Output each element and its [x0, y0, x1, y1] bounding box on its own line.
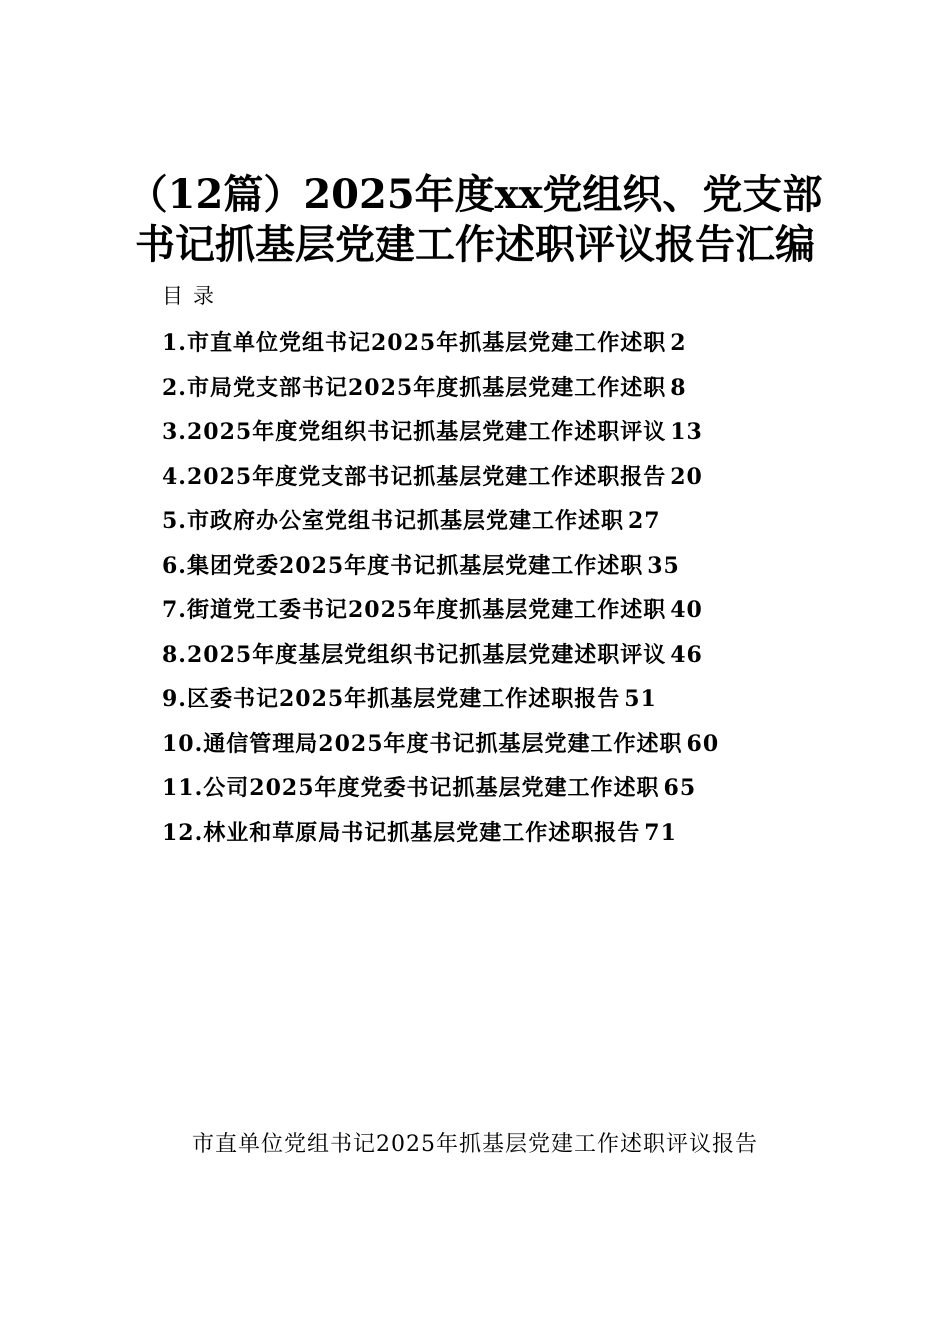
table-of-contents: [162, 321, 719, 855]
toc-page-number: 46: [670, 641, 703, 668]
document-title-line-1: （12篇）2025年度xx党组织、党支部: [127, 171, 823, 218]
toc-page-number: 13: [670, 419, 703, 445]
toc-page-number: 40: [670, 597, 703, 623]
toc-heading: 目录: [162, 284, 224, 308]
toc-item[interactable]: [162, 811, 719, 856]
toc-item[interactable]: [162, 455, 719, 500]
toc-item[interactable]: [162, 366, 719, 411]
toc-page-number: 20: [670, 463, 703, 490]
toc-page-number: 65: [663, 775, 697, 801]
toc-item[interactable]: [162, 544, 719, 589]
toc-page-number: 35: [647, 552, 680, 579]
toc-item-text: 2.市局党支部书记2025年度抓基层党建工作述职: [162, 374, 667, 401]
toc-page-number: 8: [670, 374, 687, 401]
toc-item-text: 4.2025年度党支部书记抓基层党建工作述职报告: [162, 463, 667, 490]
toc-item-text: 11.公司2025年度党委书记抓基层党建工作述职: [162, 775, 660, 801]
toc-item-text: 7.街道党工委书记2025年度抓基层党建工作述职: [162, 597, 667, 623]
toc-page-number: 27: [627, 508, 661, 534]
toc-page-number: 71: [644, 819, 677, 846]
toc-item[interactable]: [162, 321, 719, 366]
toc-item[interactable]: [162, 677, 719, 722]
toc-item-text: 6.集团党委2025年度书记抓基层党建工作述职: [162, 552, 644, 579]
document-title-line-2: 书记抓基层党建工作述职评议报告汇编: [135, 221, 815, 268]
toc-item-text: 9.区委书记2025年抓基层党建工作述职报告: [162, 686, 621, 712]
toc-item-text: 1.市直单位党组书记2025年抓基层党建工作述职: [162, 330, 667, 356]
toc-item[interactable]: [162, 722, 719, 767]
toc-item-text: 10.通信管理局2025年度书记抓基层党建工作述职: [162, 730, 683, 757]
section-title: 市直单位党组书记2025年抓基层党建工作述职评议报告: [192, 1132, 758, 1157]
toc-item-text: 3.2025年度党组织书记抓基层党建工作述职评议: [162, 419, 667, 445]
toc-item[interactable]: [162, 410, 719, 455]
toc-item[interactable]: [162, 766, 719, 811]
toc-page-number: 51: [624, 686, 657, 712]
toc-item[interactable]: [162, 633, 719, 678]
toc-page-number: 60: [686, 730, 720, 757]
toc-item-text: 8.2025年度基层党组织书记抓基层党建述职评议: [162, 641, 667, 668]
toc-page-number: 2: [670, 330, 687, 356]
toc-item[interactable]: [162, 499, 719, 544]
toc-item[interactable]: [162, 588, 719, 633]
toc-item-text: 5.市政府办公室党组书记抓基层党建工作述职: [162, 508, 624, 534]
toc-item-text: 12.林业和草原局书记抓基层党建工作述职报告: [162, 819, 641, 846]
